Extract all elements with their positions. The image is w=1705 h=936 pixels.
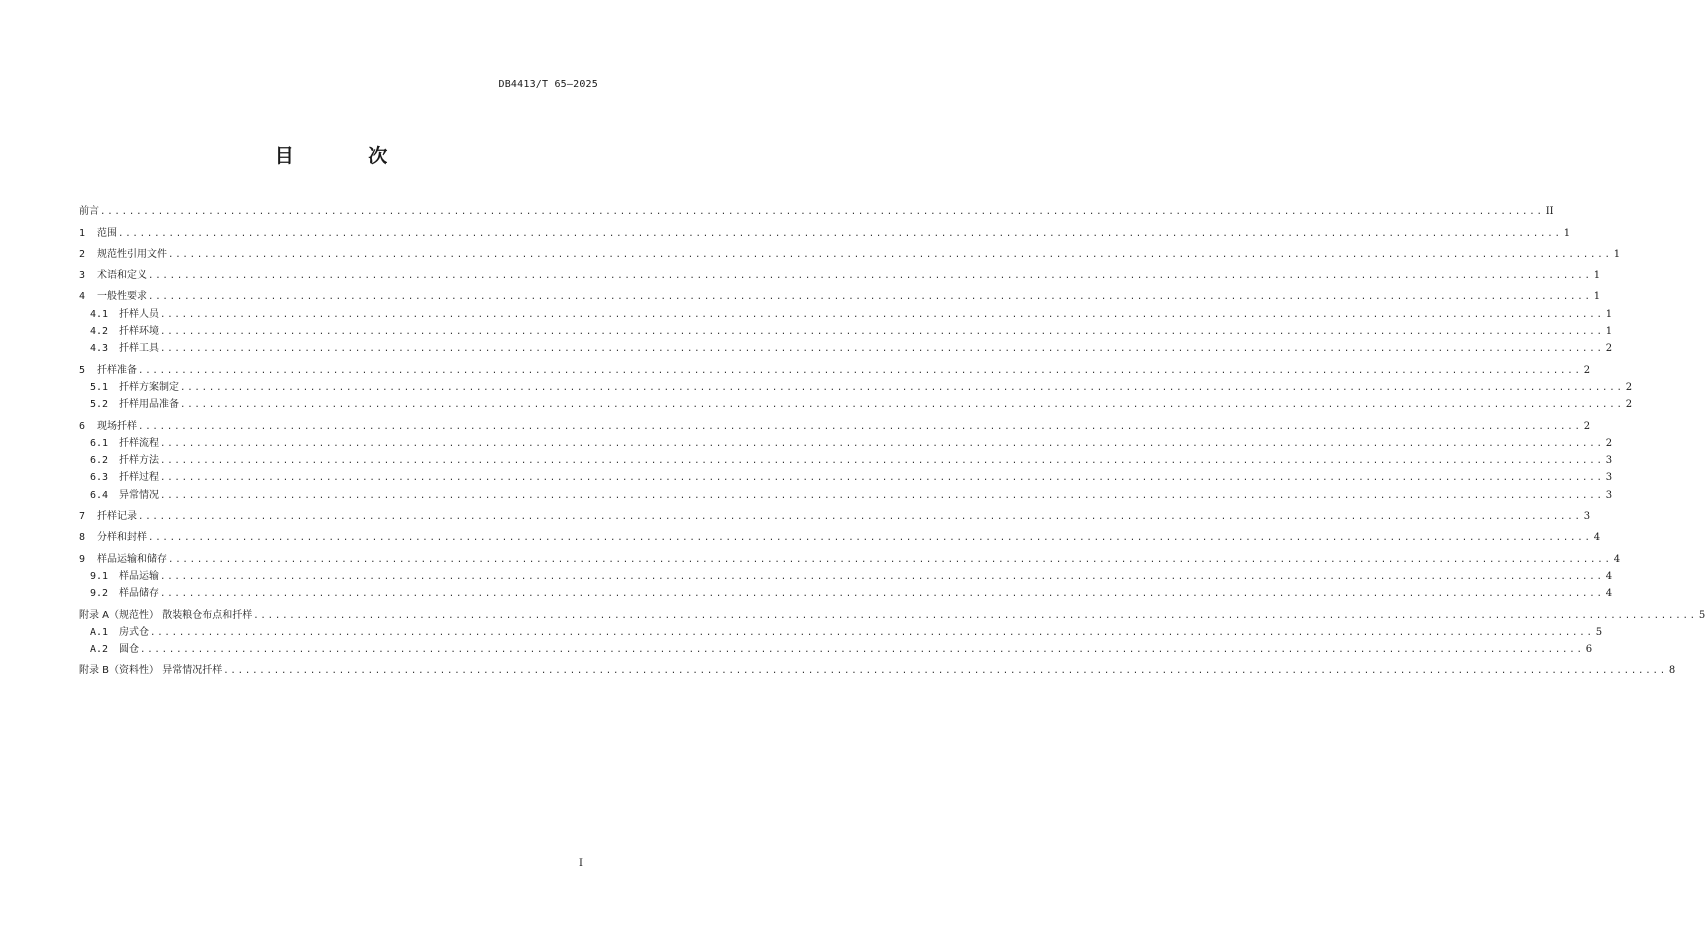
- toc-entry-page: 5: [1595, 626, 1603, 638]
- toc-entry[interactable]: [79, 244, 1621, 261]
- toc-dot-leader: ........................................................................................................................................................................................................: [160, 309, 1604, 320]
- document-code: DB4413/T 65—2025: [498, 79, 598, 90]
- toc-entry-number: 6.3: [90, 472, 109, 484]
- toc-entry[interactable]: [79, 604, 1705, 621]
- toc-entry[interactable]: [79, 484, 1613, 501]
- toc-dot-leader: ........................................................................................................................................................................................................: [160, 473, 1604, 484]
- toc-dot-leader: ........................................................................................................................................................................................................: [118, 228, 1562, 239]
- toc-entry-page: 2: [1583, 420, 1591, 432]
- page-title: 目 次: [274, 145, 422, 167]
- toc-dot-leader: ........................................................................................................................................................................................................: [160, 490, 1604, 501]
- toc-entry-page: 5: [1698, 609, 1705, 621]
- toc-dot-leader: ........................................................................................................................................................................................................: [160, 344, 1604, 355]
- toc-entry-number: 9.2: [90, 588, 109, 600]
- toc-entry-number: A.2: [90, 644, 109, 656]
- toc-entry-title: 样品运输和储存: [97, 553, 167, 565]
- table-of-contents: [79, 201, 1705, 677]
- toc-entry[interactable]: [79, 450, 1613, 467]
- toc-entry-page: 1: [1593, 291, 1601, 303]
- toc-entry-title: 样品储存: [119, 588, 159, 600]
- toc-entry[interactable]: [79, 394, 1633, 411]
- toc-dot-leader: ........................................................................................................................................................................................................: [253, 610, 1697, 621]
- toc-entry[interactable]: [79, 286, 1601, 303]
- toc-entry-title: 前言: [79, 206, 99, 218]
- toc-entry[interactable]: [79, 639, 1593, 656]
- toc-entry-title: 扦样工具: [119, 343, 159, 355]
- toc-entry-title: 扦样方法: [119, 455, 159, 467]
- toc-entry[interactable]: [79, 303, 1613, 320]
- toc-entry-page: 1: [1563, 227, 1571, 239]
- toc-entry[interactable]: [79, 467, 1613, 484]
- toc-entry-page: 1: [1593, 270, 1601, 282]
- toc-entry-page: 2: [1605, 437, 1613, 449]
- toc-entry-page: 2: [1605, 343, 1613, 355]
- toc-entry[interactable]: [79, 415, 1591, 432]
- toc-entry-title: 附录 A（规范性） 散装粮仓布点和扦样: [79, 609, 253, 621]
- toc-dot-leader: ........................................................................................................................................................................................................: [160, 327, 1604, 338]
- toc-entry[interactable]: [79, 201, 1554, 218]
- toc-entry-title: 异常情况: [119, 489, 159, 501]
- toc-entry[interactable]: [79, 527, 1601, 544]
- toc-dot-leader: ........................................................................................................................................................................................................: [150, 627, 1594, 638]
- toc-entry-number: 8: [79, 532, 86, 544]
- toc-entry[interactable]: [79, 506, 1591, 523]
- toc-entry-title: 规范性引用文件: [97, 248, 167, 260]
- toc-entry-number: 4.2: [90, 326, 109, 338]
- toc-entry-title: 附录 B（资料性） 异常情况扦样: [79, 665, 223, 677]
- toc-entry-page: 2: [1583, 364, 1591, 376]
- toc-dot-leader: ........................................................................................................................................................................................................: [160, 571, 1604, 582]
- toc-entry-page: 3: [1605, 472, 1613, 484]
- toc-entry[interactable]: [79, 622, 1603, 639]
- toc-dot-leader: ........................................................................................................................................................................................................: [160, 456, 1604, 467]
- toc-dot-leader: ........................................................................................................................................................................................................: [160, 438, 1604, 449]
- toc-dot-leader: ........................................................................................................................................................................................................: [148, 292, 1592, 303]
- toc-entry-title: 扦样用品准备: [119, 399, 179, 411]
- toc-dot-leader: ........................................................................................................................................................................................................: [168, 249, 1612, 260]
- toc-entry-number: 6.2: [90, 455, 109, 467]
- toc-dot-leader: ........................................................................................................................................................................................................: [148, 271, 1592, 282]
- toc-entry-page: 1: [1605, 326, 1613, 338]
- toc-entry-number: 5.2: [90, 399, 109, 411]
- toc-dot-leader: ........................................................................................................................................................................................................: [148, 533, 1592, 544]
- toc-dot-leader: ........................................................................................................................................................................................................: [168, 554, 1612, 565]
- toc-entry-page: 8: [1668, 665, 1676, 677]
- toc-entry-title: 范围: [97, 227, 117, 239]
- toc-entry[interactable]: [79, 222, 1571, 239]
- toc-dot-leader: ........................................................................................................................................................................................................: [138, 421, 1582, 432]
- toc-entry-number: 6.1: [90, 437, 109, 449]
- toc-entry-title: 扦样流程: [119, 437, 159, 449]
- toc-dot-leader: ........................................................................................................................................................................................................: [138, 365, 1582, 376]
- toc-entry-title: 扦样准备: [97, 364, 137, 376]
- toc-entry-page: 1: [1605, 308, 1613, 320]
- toc-entry-number: 6: [79, 420, 86, 432]
- toc-entry-page: 4: [1605, 570, 1613, 582]
- toc-dot-leader: ........................................................................................................................................................................................................: [223, 666, 1667, 677]
- toc-entry-page: 2: [1625, 399, 1633, 411]
- toc-entry-number: 9.1: [90, 570, 109, 582]
- toc-entry-title: 房式仓: [119, 626, 149, 638]
- toc-entry-number: 2: [79, 248, 86, 260]
- toc-entry-page: 6: [1585, 644, 1593, 656]
- toc-entry[interactable]: [79, 359, 1591, 376]
- toc-entry-page: II: [1545, 206, 1554, 218]
- toc-entry-page: 4: [1605, 588, 1613, 600]
- toc-entry[interactable]: [79, 548, 1621, 565]
- toc-dot-leader: ........................................................................................................................................................................................................: [180, 400, 1624, 411]
- toc-entry-page: 3: [1605, 455, 1613, 467]
- toc-entry-title: 样品运输: [119, 570, 159, 582]
- toc-entry-page: 3: [1605, 489, 1613, 501]
- toc-entry-page: 2: [1625, 381, 1633, 393]
- toc-entry-number: 5: [79, 364, 86, 376]
- toc-entry-number: 1: [79, 227, 86, 239]
- toc-dot-leader: ........................................................................................................................................................................................................: [180, 382, 1624, 393]
- toc-entry-number: 4.3: [90, 343, 109, 355]
- toc-entry-number: 5.1: [90, 381, 109, 393]
- toc-entry-title: 扦样过程: [119, 472, 159, 484]
- toc-entry[interactable]: [79, 660, 1676, 677]
- toc-entry-page: 4: [1613, 553, 1621, 565]
- toc-entry-title: 扦样人员: [119, 308, 159, 320]
- toc-entry-number: 4.1: [90, 308, 109, 320]
- toc-entry-number: 9: [79, 553, 86, 565]
- toc-entry-number: 6.4: [90, 489, 109, 501]
- toc-dot-leader: ........................................................................................................................................................................................................: [138, 512, 1582, 523]
- page-number: I: [579, 858, 583, 869]
- toc-entry-title: 扦样环境: [119, 326, 159, 338]
- toc-dot-leader: ........................................................................................................................................................................................................: [100, 207, 1544, 218]
- toc-entry-number: 4: [79, 291, 86, 303]
- toc-entry-number: 7: [79, 511, 86, 523]
- toc-entry[interactable]: [79, 321, 1613, 338]
- toc-entry-title: 一般性要求: [97, 291, 147, 303]
- toc-entry[interactable]: [79, 566, 1613, 583]
- toc-entry-title: 圆仓: [119, 644, 139, 656]
- toc-dot-leader: ........................................................................................................................................................................................................: [140, 645, 1584, 656]
- toc-entry-title: 术语和定义: [97, 270, 147, 282]
- toc-entry-title: 分样和封样: [97, 532, 147, 544]
- toc-entry-page: 3: [1583, 511, 1591, 523]
- toc-entry[interactable]: [79, 433, 1613, 450]
- toc-entry[interactable]: [79, 583, 1613, 600]
- toc-dot-leader: ........................................................................................................................................................................................................: [160, 589, 1604, 600]
- toc-entry-number: A.1: [90, 626, 109, 638]
- toc-entry-title: 扦样方案制定: [119, 381, 179, 393]
- toc-entry-title: 扦样记录: [97, 511, 137, 523]
- toc-entry-page: 1: [1613, 248, 1621, 260]
- toc-entry[interactable]: [79, 265, 1601, 282]
- toc-entry-title: 现场扦样: [97, 420, 137, 432]
- toc-entry[interactable]: [79, 338, 1613, 355]
- toc-entry-page: 4: [1593, 532, 1601, 544]
- toc-entry[interactable]: [79, 377, 1633, 394]
- toc-entry-number: 3: [79, 270, 86, 282]
